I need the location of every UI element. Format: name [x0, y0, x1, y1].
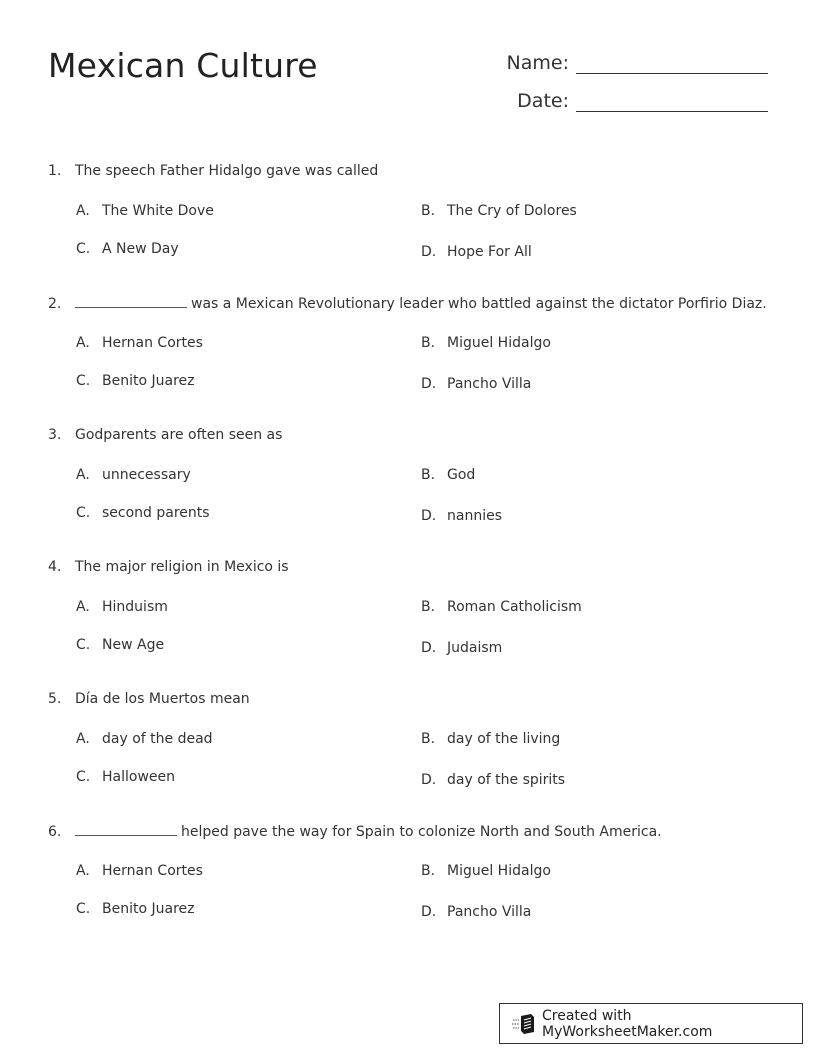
- option-a: A. Hernan Cortes: [76, 335, 203, 351]
- option-d: D. Pancho Villa: [421, 904, 532, 920]
- question-stem: [48, 294, 767, 313]
- footer-credit-text: Created with MyWorksheetMaker.com: [542, 1007, 713, 1040]
- question-number: 2.: [48, 296, 62, 312]
- option-b: B. Miguel Hidalgo: [421, 863, 551, 879]
- question-stem: [48, 558, 289, 576]
- option-d: D. Pancho Villa: [421, 376, 532, 392]
- date-label: Date:: [517, 90, 569, 112]
- question-text: The major religion in Mexico is: [75, 559, 289, 575]
- question-number: 5.: [48, 691, 62, 707]
- question-stem: [48, 162, 378, 180]
- answer-blank: [75, 822, 177, 836]
- question-3: [48, 426, 768, 558]
- answer-blank: [75, 294, 187, 308]
- option-d: D. Judaism: [421, 640, 503, 656]
- option-a: A. day of the dead: [76, 731, 213, 747]
- question-list: [48, 162, 768, 954]
- name-field: [507, 52, 768, 74]
- question-6: [48, 822, 768, 954]
- question-number: 3.: [48, 427, 62, 443]
- name-blank-line: [576, 53, 768, 74]
- option-d: D. Hope For All: [421, 244, 532, 260]
- option-b: B. God: [421, 467, 476, 483]
- question-stem: [48, 426, 282, 444]
- question-text: The speech Father Hidalgo gave was called: [75, 163, 379, 179]
- question-text: Día de los Muertos mean: [75, 691, 250, 707]
- option-b: B. Miguel Hidalgo: [421, 335, 551, 351]
- option-a: A. Hernan Cortes: [76, 863, 203, 879]
- question-stem: [48, 822, 662, 841]
- question-2: [48, 294, 768, 426]
- option-c: C. A New Day: [76, 241, 179, 257]
- question-number: 6.: [48, 824, 62, 840]
- question-number: 4.: [48, 559, 62, 575]
- option-c: C. Halloween: [76, 769, 176, 785]
- question-text: Godparents are often seen as: [75, 427, 283, 443]
- question-1: [48, 162, 768, 294]
- question-4: [48, 558, 768, 690]
- worksheet-title: Mexican Culture: [48, 46, 318, 85]
- option-d: D. day of the spirits: [421, 772, 566, 788]
- option-d: D. nannies: [421, 508, 502, 524]
- option-c: C. Benito Juarez: [76, 901, 195, 917]
- question-text: helped pave the way for Spain to colonize North and South America.: [181, 824, 662, 840]
- option-b: B. day of the living: [421, 731, 561, 747]
- option-a: A. Hinduism: [76, 599, 168, 615]
- question-number: 1.: [48, 163, 62, 179]
- date-field: [517, 90, 768, 112]
- option-a: A. unnecessary: [76, 467, 191, 483]
- question-stem: [48, 690, 250, 708]
- option-c: C. New Age: [76, 637, 165, 653]
- question-5: [48, 690, 768, 822]
- name-label: Name:: [506, 52, 569, 74]
- option-c: C. Benito Juarez: [76, 373, 195, 389]
- footer-credit-badge[interactable]: [499, 1003, 803, 1044]
- worksheet-logo-icon: [512, 1013, 536, 1035]
- option-c: C. second parents: [76, 505, 210, 521]
- option-a: A. The White Dove: [76, 203, 214, 219]
- question-text: was a Mexican Revolutionary leader who battled against the dictator Porfirio Diaz.: [191, 296, 767, 312]
- date-blank-line: [576, 91, 768, 112]
- option-b: B. Roman Catholicism: [421, 599, 582, 615]
- option-b: B. The Cry of Dolores: [421, 203, 577, 219]
